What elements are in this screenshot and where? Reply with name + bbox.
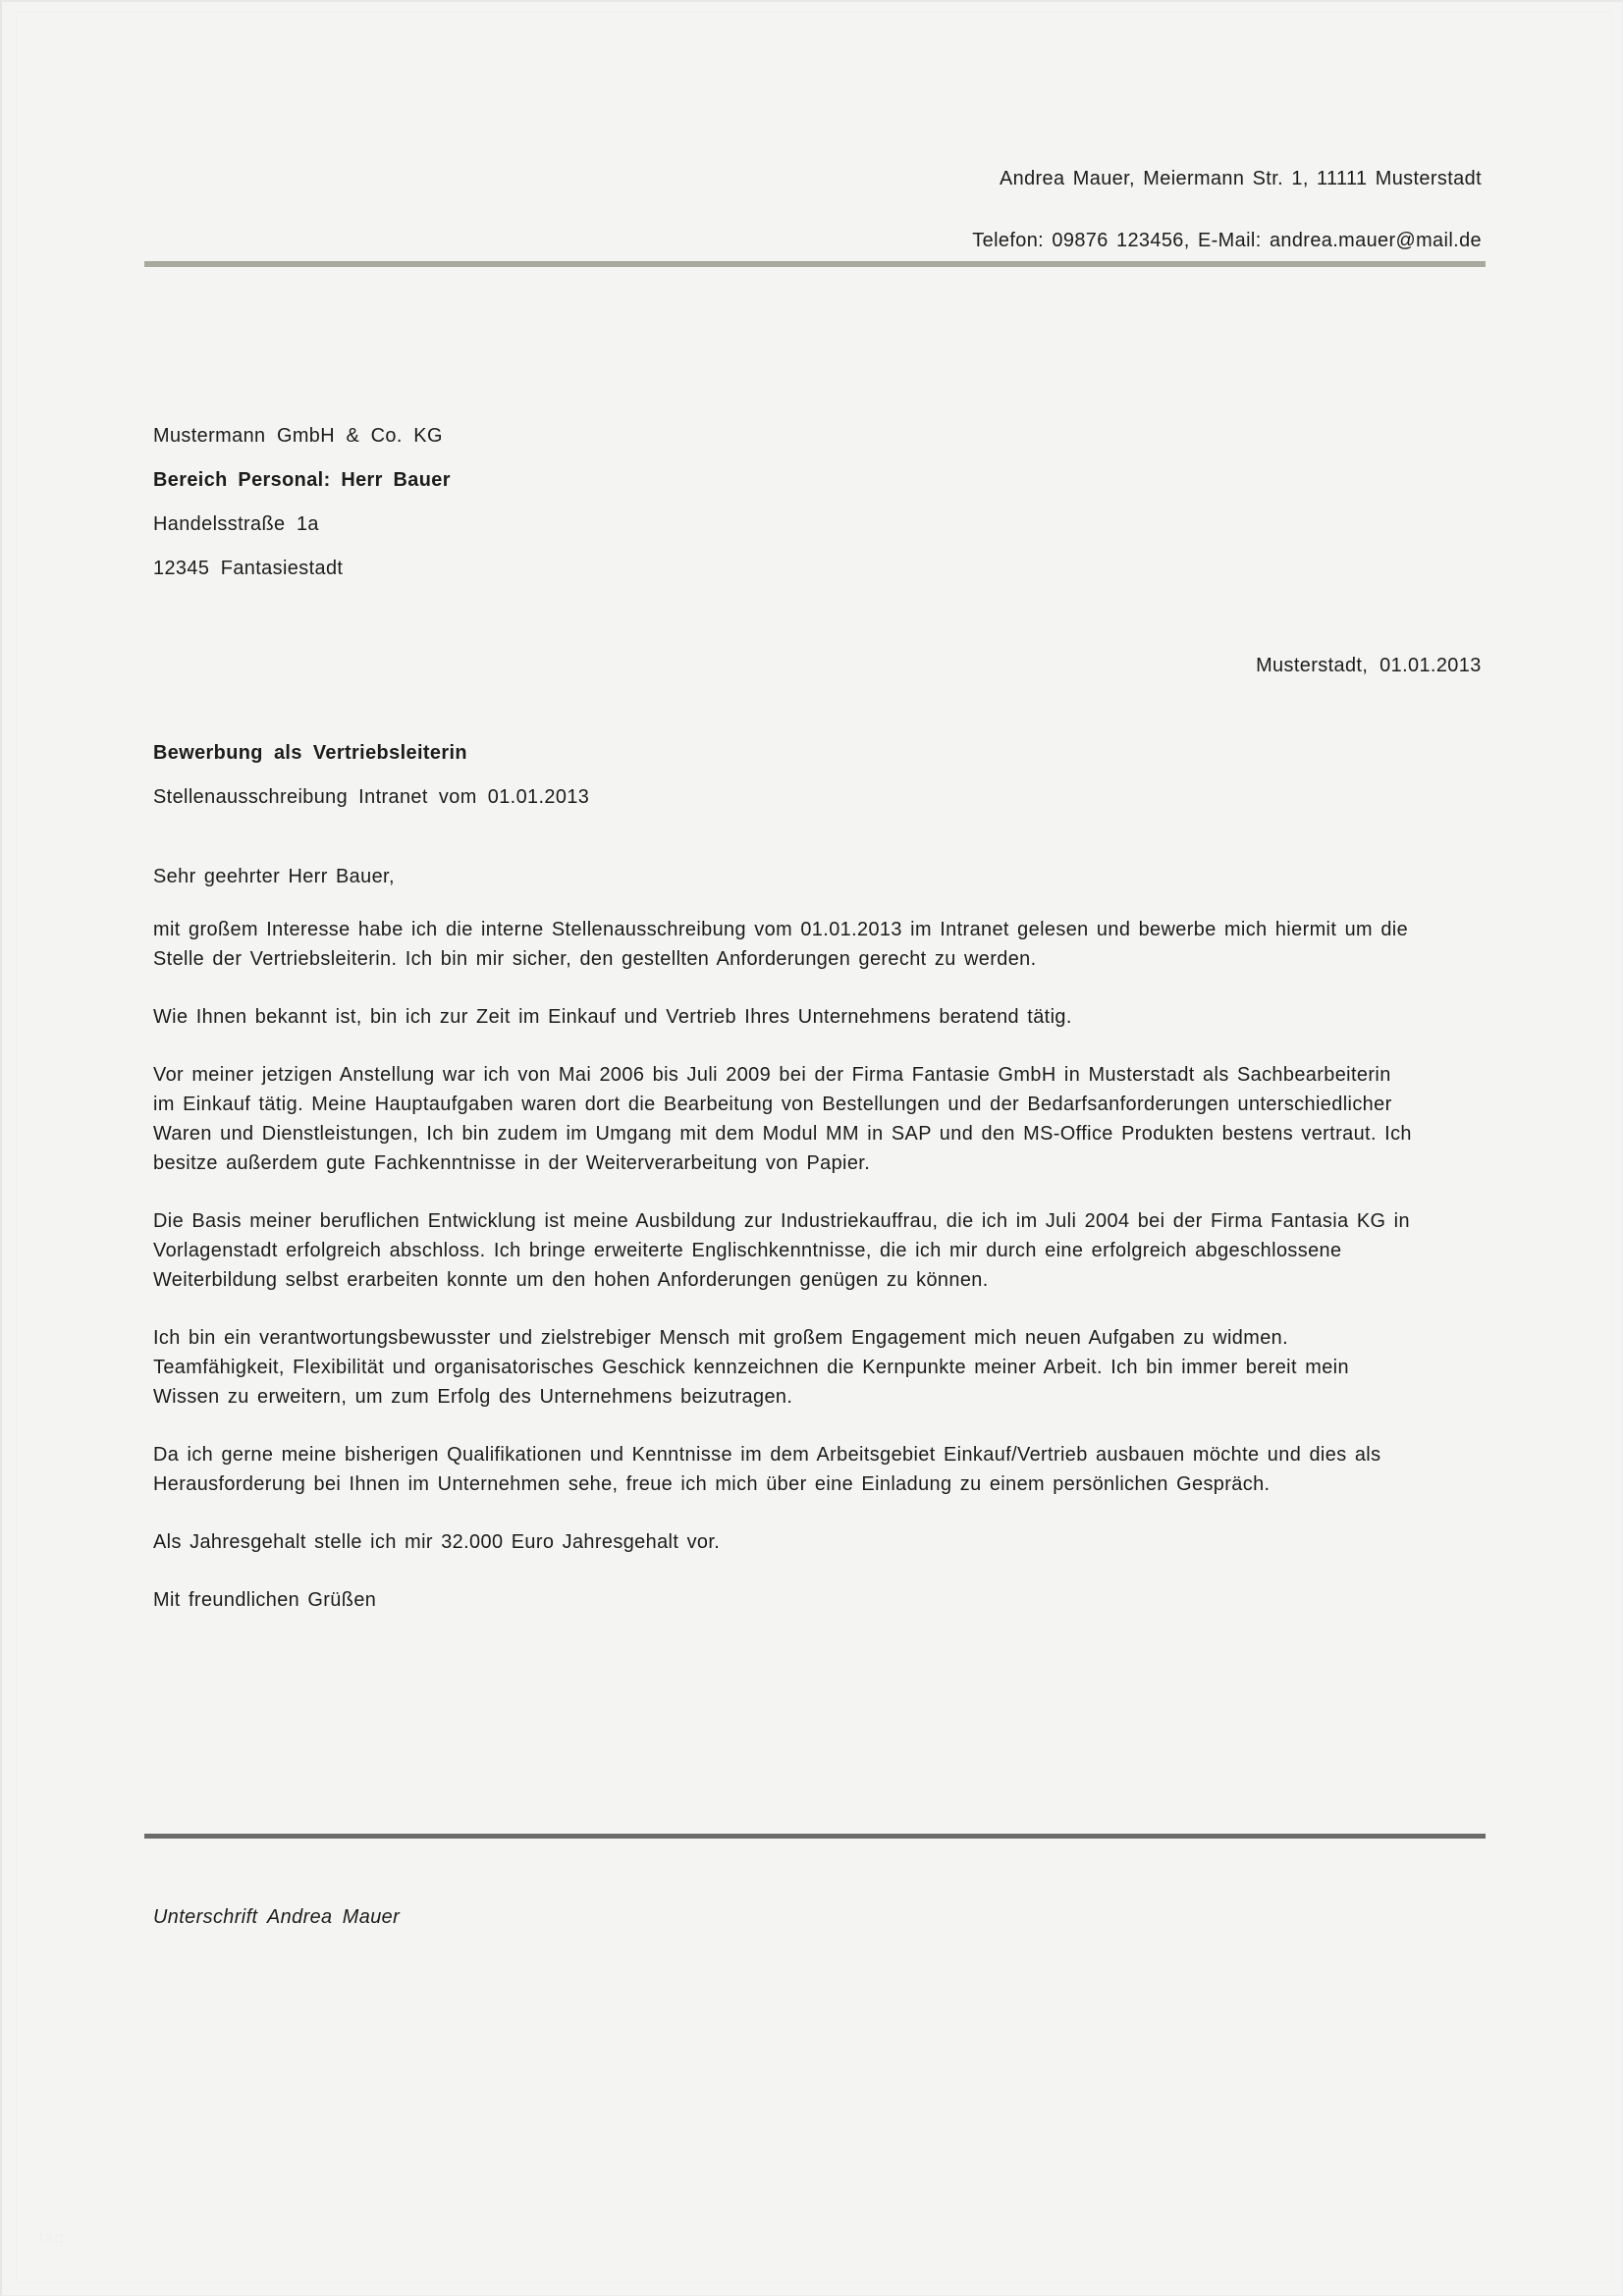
closing-greeting: Mit freundlichen Grüßen: [153, 1588, 377, 1611]
body-paragraph: Wie Ihnen bekannt ist, bin ich zur Zeit im Einkauf und Vertrieb Ihres Unternehmens beratend tätig.: [153, 1005, 1072, 1028]
subject-block: [153, 738, 1430, 812]
header-divider-rule: [144, 261, 1486, 267]
corner-watermark: tag: [39, 2228, 65, 2247]
recipient-street: Handelsstraße 1a: [153, 512, 319, 535]
letter-body: [153, 915, 1459, 1615]
subject-title: Bewerbung als Vertriebsleiterin: [153, 741, 467, 764]
salutation: Sehr geehrter Herr Bauer,: [153, 865, 395, 887]
sender-header: [598, 164, 1482, 255]
signature-divider-rule: [144, 1834, 1486, 1839]
recipient-department-contact: Bereich Personal: Herr Bauer: [153, 468, 451, 491]
recipient-address-block: [153, 421, 899, 583]
recipient-city: 12345 Fantasiestadt: [153, 557, 344, 579]
body-paragraph: Die Basis meiner beruflichen Entwicklung ist meine Ausbildung zur Industriekauffrau, die ich im Juli 2004 bei der Firma Fantasia KG in Vorlagenstadt erfolgreich abschloss. Ich bringe erweiterte Englischkenntnisse, die ich mir durch eine erfolgreich abgeschlossene Weiterbildung selbst erarbeiten konnte um den hohen Anforderungen genügen zu können.: [153, 1209, 1410, 1291]
sender-contact-line: Telefon: 09876 123456, E-Mail: andrea.mauer@mail.de: [972, 229, 1482, 251]
body-paragraph: Vor meiner jetzigen Anstellung war ich von Mai 2006 bis Juli 2009 bei der Firma Fantasie GmbH in Musterstadt als Sachbearbeiterin im Einkauf tätig. Meine Hauptaufgaben waren dort die Bearbeitung von Bestellungen und der Bedarfsanforderungen unterschiedlicher Waren und Dienstleistungen, Ich bin zudem im Umgang mit dem Modul MM in SAP und den MS-Office Produkten bestens vertraut. Ich besitze außerdem gute Fachkenntnisse in der Weiterverarbeitung von Papier.: [153, 1063, 1412, 1174]
recipient-company: Mustermann GmbH & Co. KG: [153, 424, 443, 447]
body-paragraph: Da ich gerne meine bisherigen Qualifikationen und Kenntnisse im dem Arbeitsgebiet Einkauf/Vertrieb ausbauen möchte und dies als Herausforderung bei Ihnen im Unternehmen sehe, freue ich mich über eine Einladung zu einem persönlichen Gespräch.: [153, 1443, 1381, 1495]
sender-address-line: Andrea Mauer, Meiermann Str. 1, 11111 Musterstadt: [999, 167, 1482, 189]
body-paragraph: Ich bin ein verantwortungsbewusster und zielstrebiger Mensch mit großem Engagement mich neuen Aufgaben zu widmen. Teamfähigkeit, Flexibilität und organisatorisches Geschick kennzeichnen die Kernpunkte meiner Arbeit. Ich bin immer bereit mein Wissen zu erweitern, um zum Erfolg des Unternehmens beizutragen.: [153, 1326, 1349, 1408]
signature-line: Unterschrift Andrea Mauer: [153, 1905, 401, 1928]
body-paragraph-salary: Als Jahresgehalt stelle ich mir 32.000 Euro Jahresgehalt vor.: [153, 1530, 721, 1553]
body-paragraph: mit großem Interesse habe ich die interne Stellenausschreibung vom 01.01.2013 im Intranet gelesen und bewerbe mich hiermit um die Stelle der Vertriebsleiterin. Ich bin mir sicher, den gestellten Anforderungen gerecht zu werden.: [153, 918, 1409, 970]
subject-reference: Stellenausschreibung Intranet vom 01.01.2013: [153, 785, 590, 808]
date-line: Musterstadt, 01.01.2013: [1256, 654, 1482, 676]
